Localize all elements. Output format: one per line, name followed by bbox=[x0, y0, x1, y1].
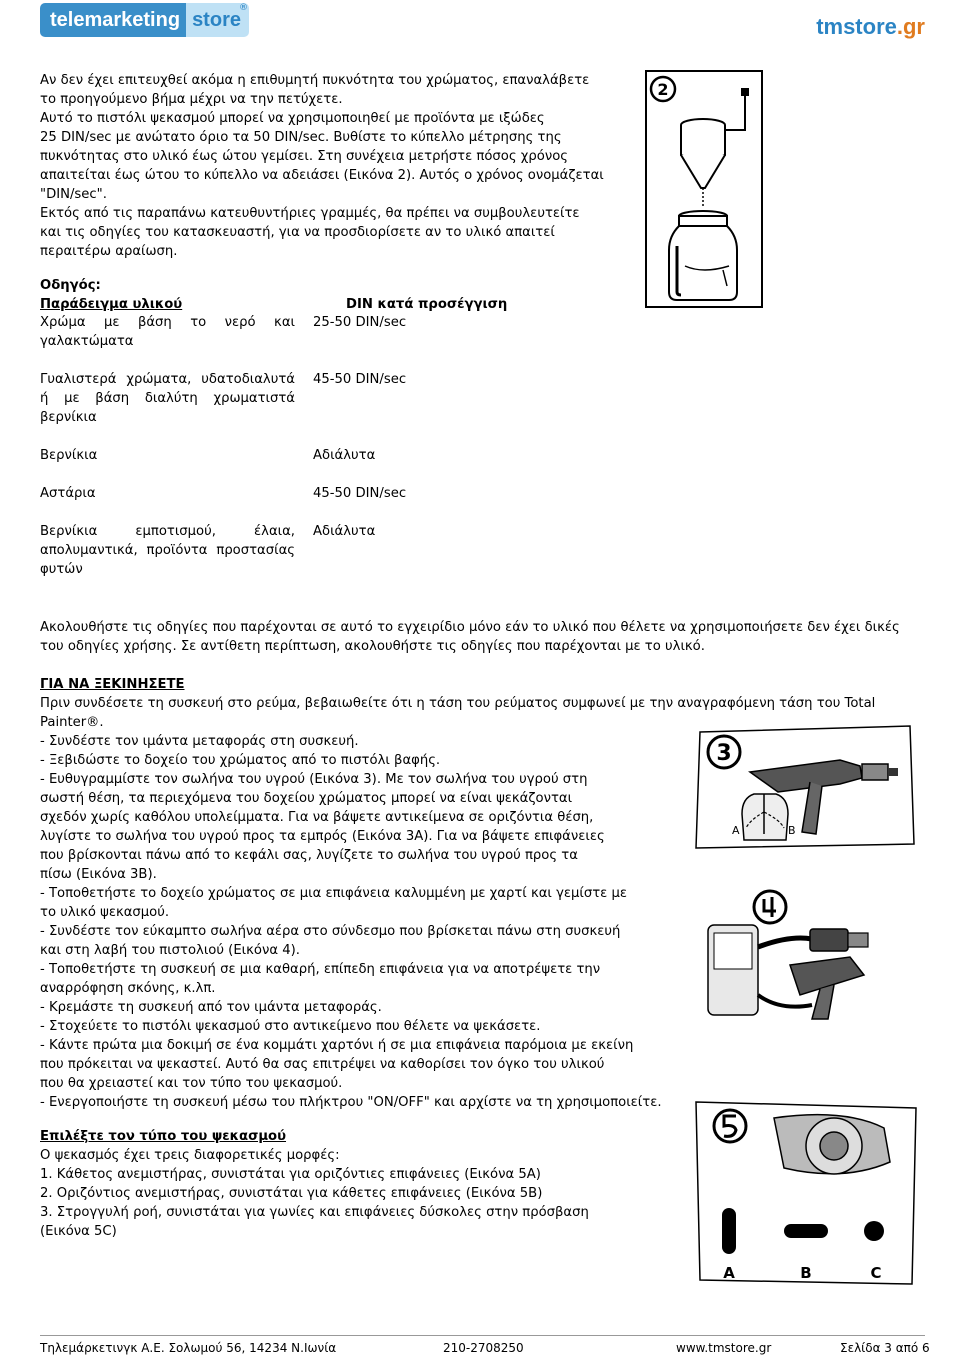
footer-company: Τηλεμάρκετινγκ Α.Ε. Σολωμού 56, 14234 Ν.Ιωνία bbox=[40, 1341, 337, 1355]
intro-line: περαιτέρω αραίωση. bbox=[40, 244, 178, 259]
logo-registered-mark: ® bbox=[238, 3, 248, 13]
start-line: αναρρόφηση σκόνης, κ.λπ. bbox=[40, 981, 216, 996]
guide-title: Οδηγός: bbox=[40, 278, 101, 293]
guide-table bbox=[40, 313, 406, 579]
follow-line: του οδηγίες χρήσης. Σε αντίθετη περίπτωση, ακολουθήστε τις οδηγίες που παρέχονται με το υλικό. bbox=[40, 639, 705, 654]
start-line: που θα χρειαστεί και τον τύπο του ψεκασμού. bbox=[40, 1076, 343, 1091]
figure-3-fluid-tube bbox=[690, 722, 920, 852]
logo-text-telemarketing: telemarketing bbox=[40, 3, 186, 37]
start-line: - Ενεργοποιήστε τη συσκευή μέσω του πλήκτρου "ON/OFF" και αρχίστε να τη χρησιμοποιείτε. bbox=[40, 1095, 662, 1110]
intro-line: Αν δεν έχει επιτευχθεί ακόμα η επιθυμητή πυκνότητα του χρώματος, επαναλάβετε bbox=[40, 73, 590, 88]
start-line: και στη λαβή του πιστολιού (Εικόνα 4). bbox=[40, 943, 300, 958]
din-cell: 45-50 DIN/sec bbox=[313, 372, 407, 387]
start-line: λυγίστε το σωλήνα του υγρού προς τα εμπρός (Εικόνα 3A). Για να βάψετε επιφάνειες bbox=[40, 829, 605, 844]
start-line: - Συνδέστε τον ιμάντα μεταφοράς στη συσκευή. bbox=[40, 734, 359, 749]
start-line: Painter®. bbox=[40, 715, 104, 730]
site-name-tld: .gr bbox=[896, 14, 925, 39]
din-cell: 25-50 DIN/sec bbox=[313, 315, 407, 330]
start-heading: ΓΙΑ ΝΑ ΞΕΚΙΝΗΣΕΤΕ bbox=[40, 677, 185, 692]
material-cell: Γυαλιστερά χρώματα, υδατοδιαλυτά ή με βάση διαλύτη χρωματιστά βερνίκια bbox=[40, 372, 295, 425]
site-name bbox=[816, 12, 925, 42]
figure-5-label-a: A bbox=[723, 1264, 735, 1282]
start-line: Πριν συνδέσετε τη συσκευή στο ρεύμα, βεβαιωθείτε ότι η τάση του ρεύματος συμφωνεί με την αναγραφόμενη τάση του Total bbox=[40, 696, 876, 711]
figure-3-label-b: B bbox=[788, 824, 796, 837]
start-line: που πρόκειται να ψεκαστεί. Αυτό θα σας επιτρέψει να καθορίσει τον όγκο του υλικού bbox=[40, 1057, 605, 1072]
figure-2-number: 2 bbox=[657, 80, 669, 99]
din-cell: Αδιάλυτα bbox=[313, 524, 376, 539]
intro-line: "DIN/sec". bbox=[40, 187, 107, 202]
footer-divider bbox=[40, 1335, 925, 1336]
start-line: - Τοποθετήστε το δοχείο χρώματος σε μια επιφάνεια καλυμμένη με χαρτί και γεμίστε με bbox=[40, 886, 627, 901]
footer-phone: 210-2708250 bbox=[443, 1341, 524, 1355]
figure-3-label-a: A bbox=[732, 824, 740, 837]
start-line: - Τοποθετήστε τη συσκευή σε μια καθαρή, επίπεδη επιφάνεια για να αποτρέψετε την bbox=[40, 962, 601, 977]
intro-line: Αυτό το πιστόλι ψεκασμού μπορεί να χρησιμοποιηθεί με προϊόντα με ιξώδες bbox=[40, 111, 545, 126]
intro-line: πυκνότητας στο υλικό έως ώτου γεμίσει. Στη συνέχεια μετρήστε πόσος χρόνος bbox=[40, 149, 569, 164]
start-line: που βρίσκονται πάνω από το κεφάλι σας, λυγίζετε το σωλήνα του υγρού προς τα bbox=[40, 848, 578, 863]
figure-3-number: 3 bbox=[716, 741, 732, 766]
follow-paragraph bbox=[40, 618, 925, 656]
start-line: σωστή θέση, τα περιεχόμενα του δοχείου χρώματος μπορεί να είναι ψεκάζονται bbox=[40, 791, 573, 806]
figure-5-label-b: B bbox=[800, 1264, 812, 1282]
intro-paragraph bbox=[40, 71, 620, 261]
telemarketing-store-logo bbox=[40, 3, 249, 37]
logo-text-store: store bbox=[186, 3, 249, 37]
intro-line: 25 DIN/sec με ανώτατο όριο τα 50 DIN/sec. Βυθίστε το κύπελλο μέτρησης της bbox=[40, 130, 562, 145]
follow-line: Ακολουθήστε τις οδηγίες που παρέχονται σε αυτό το εγχειρίδιο μόνο εάν το υλικό που θέλετε να χρησιμοποιήσετε δεν έχει δικές bbox=[40, 620, 900, 635]
start-line: - Ξεβιδώστε το δοχείο του χρώματος από το πιστόλι βαφής. bbox=[40, 753, 441, 768]
start-line: - Κρεμάστε τη συσκευή από τον ιμάντα μεταφοράς. bbox=[40, 1000, 382, 1015]
material-cell: Βερνίκια bbox=[40, 448, 98, 463]
start-line: - Κάντε πρώτα μια δοκιμή σε ένα κομμάτι χαρτόνι ή σε μια επιφάνεια παρόμοια με εκείνη bbox=[40, 1038, 634, 1053]
start-line: πίσω (Εικόνα 3B). bbox=[40, 867, 157, 882]
guide-col1-header: Παράδειγμα υλικού bbox=[40, 297, 183, 312]
table-row bbox=[40, 484, 406, 522]
start-line: το υλικό ψεκασμού. bbox=[40, 905, 170, 920]
table-row bbox=[40, 446, 406, 484]
intro-line: Εκτός από τις παραπάνω κατευθυντήριες γραμμές, θα πρέπει να συμβουλευτείτε bbox=[40, 206, 580, 221]
spray-item: (Εικόνα 5C) bbox=[40, 1224, 117, 1239]
start-line: σχεδόν χωρίς καθόλου υπολείμματα. Για να βάψετε αντικείμενα σε οριζόντια θέση, bbox=[40, 810, 594, 825]
din-cell: 45-50 DIN/sec bbox=[313, 486, 407, 501]
figure-5-label-c: C bbox=[870, 1264, 882, 1282]
start-line: - Στοχεύετε το πιστόλι ψεκασμού στο αντικείμενο που θέλετε να ψεκάσετε. bbox=[40, 1019, 541, 1034]
footer-website[interactable]: www.tmstore.gr bbox=[676, 1341, 772, 1355]
spray-item: 3. Στρογγυλή ροή, συνιστάται για γωνίες και επιφάνειες δύσκολες στην πρόσβαση bbox=[40, 1205, 589, 1220]
figure-4-air-hose bbox=[700, 885, 880, 1025]
material-cell: Χρώμα με βάση το νερό και γαλακτώματα bbox=[40, 315, 295, 349]
start-line: - Ευθυγραμμίστε τον σωλήνα του υγρού (Εικόνα 3). Με τον σωλήνα του υγρού στη bbox=[40, 772, 588, 787]
material-cell: Αστάρια bbox=[40, 486, 96, 501]
guide-col2-header: DIN κατά προσέγγιση bbox=[346, 297, 508, 312]
table-row bbox=[40, 313, 406, 370]
material-cell: Βερνίκια εμποτισμού, έλαια, απολυμαντικά, προϊόντα προστασίας φυτών bbox=[40, 524, 295, 577]
spray-item: 2. Οριζόντιος ανεμιστήρας, συνιστάται για κάθετες επιφάνειες (Εικόνα 5B) bbox=[40, 1186, 543, 1201]
intro-line: απαιτείται έως ώτου το κύπελλο να αδειάσει (Εικόνα 2). Αυτός ο χρόνος ονομάζεται bbox=[40, 168, 604, 183]
spray-paragraph bbox=[40, 1146, 660, 1241]
site-name-main: tmstore bbox=[816, 14, 897, 39]
intro-line: και τις οδηγίες του κατασκευαστή, για να προσδιορίσετε αν το υλικό απαιτεί bbox=[40, 225, 555, 240]
spray-intro: Ο ψεκασμός έχει τρεις διαφορετικές μορφές: bbox=[40, 1148, 340, 1163]
spray-heading: Επιλέξτε τον τύπο του ψεκασμού bbox=[40, 1129, 287, 1144]
figure-5-spray-patterns bbox=[694, 1098, 919, 1288]
intro-line: το προηγούμενο βήμα μέχρι να την πετύχετε. bbox=[40, 92, 343, 107]
start-line: - Συνδέστε τον εύκαμπτο σωλήνα αέρα στο σύνδεσμο που βρίσκεται πάνω στη συσκευή bbox=[40, 924, 621, 939]
table-row bbox=[40, 370, 406, 446]
table-row bbox=[40, 522, 406, 579]
spray-item: 1. Κάθετος ανεμιστήρας, συνιστάται για οριζόντιες επιφάνειες (Εικόνα 5A) bbox=[40, 1167, 541, 1182]
figure-2-viscosity-cup bbox=[645, 70, 763, 308]
footer-page-number: Σελίδα 3 από 6 bbox=[840, 1341, 930, 1355]
din-cell: Αδιάλυτα bbox=[313, 448, 376, 463]
